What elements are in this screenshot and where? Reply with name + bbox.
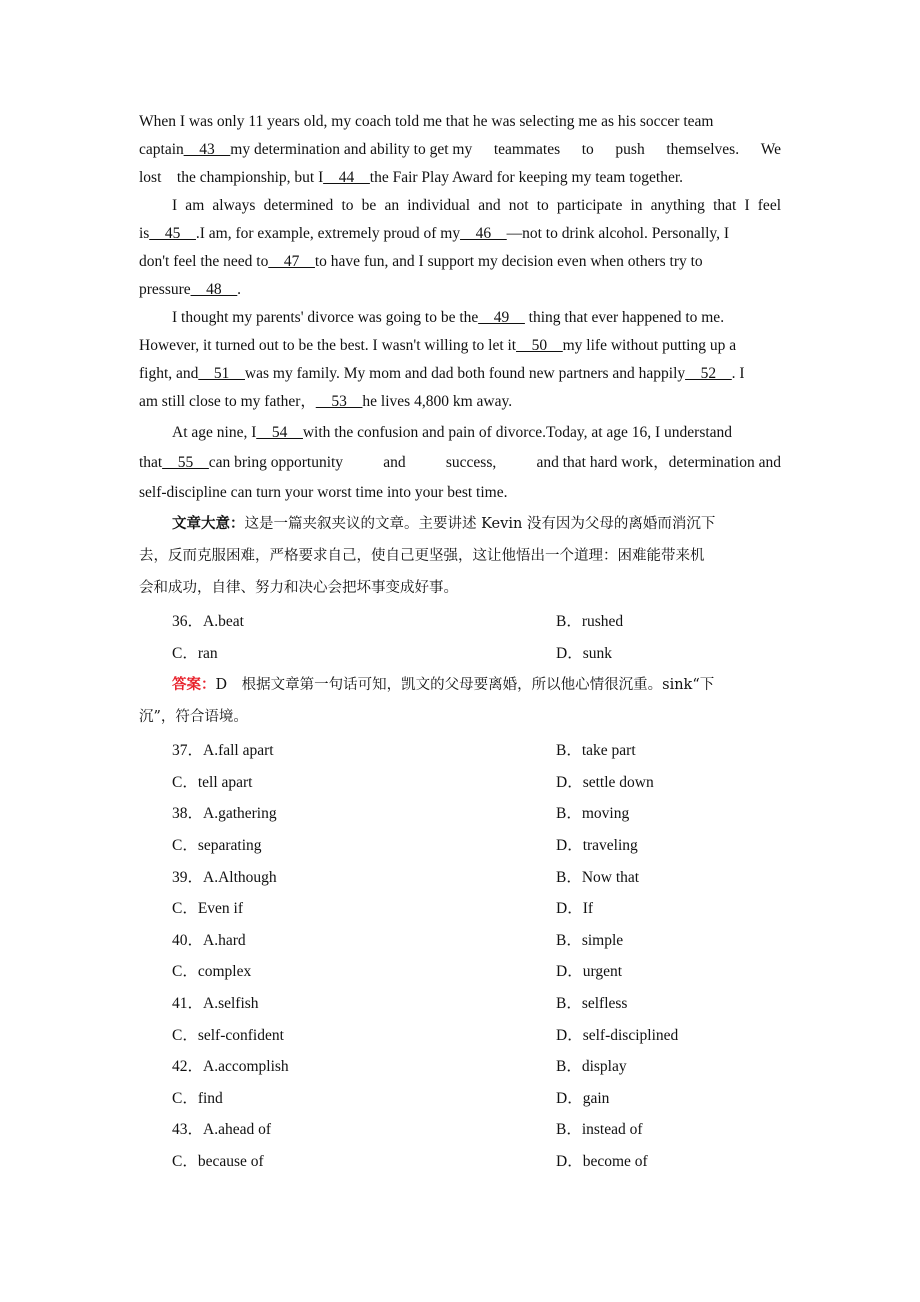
option-row — [139, 830, 781, 862]
text: am still close to my father， — [139, 393, 316, 410]
text: my life without putting up a — [562, 337, 737, 354]
option-d: D．sunk — [556, 644, 612, 662]
option-b: B．display — [556, 1058, 627, 1076]
answer-line — [139, 669, 781, 701]
option-d: D．traveling — [556, 836, 638, 854]
passage-line — [139, 136, 781, 164]
option-row — [139, 638, 781, 670]
option-a: 42．A.accomplish — [172, 1058, 289, 1076]
text: pressure — [139, 281, 191, 298]
text: my determination and ability to get my — [230, 141, 473, 158]
text: . I — [731, 365, 745, 382]
summary-label: 文章大意： — [172, 515, 245, 532]
blank-54: __54__ — [256, 424, 303, 441]
text: to — [581, 141, 594, 158]
passage-line — [139, 220, 781, 248]
option-d: D．become of — [556, 1152, 648, 1170]
option-c: C．self-confident — [172, 1026, 284, 1044]
summary-section — [139, 508, 781, 604]
option-b: B．take part — [556, 742, 636, 760]
option-c: C．ran — [172, 644, 218, 662]
text: —not to drink alcohol. Personally, I — [506, 225, 730, 242]
blank-50: __50__ — [516, 337, 563, 354]
passage-paragraph-4 — [139, 418, 781, 508]
option-row — [139, 893, 781, 925]
option-row — [139, 606, 781, 638]
option-row — [139, 988, 781, 1020]
text: the Fair Play Award for keeping my team together. — [369, 169, 684, 186]
option-b: B．rushed — [556, 613, 624, 630]
text: D 根据文章第一句话可知，凯文的父母要离婚，所以他心情很沉重。sink“下 — [215, 677, 715, 694]
text: At age nine, I — [172, 424, 257, 441]
text: don't feel the need to — [139, 253, 269, 270]
option-row — [139, 862, 781, 894]
text: success, — [445, 454, 497, 471]
option-c: C．tell apart — [172, 773, 253, 791]
page — [139, 108, 781, 1178]
option-row — [139, 735, 781, 767]
text: that — [139, 454, 163, 471]
option-row — [139, 1051, 781, 1083]
passage-line: When I was only 11 years old, my coach told me that he was selecting me as his soccer team — [139, 113, 714, 130]
passage-line — [139, 332, 781, 360]
option-d: D．self-disciplined — [556, 1026, 679, 1044]
text: . — [237, 281, 242, 298]
text: 这是一篇夹叙夹议的文章。主要讲述 Kevin 没有因为父母的离婚而消沉下 — [244, 516, 716, 532]
option-b: B．selfless — [556, 994, 628, 1012]
summary-line: 会和成功，自律、努力和决心会把坏事变成好事。 — [139, 580, 458, 596]
summary-line — [139, 508, 781, 540]
option-d: D．gain — [556, 1089, 610, 1107]
option-row — [139, 1020, 781, 1052]
answer-label: 答案： — [172, 676, 216, 694]
option-row — [139, 1083, 781, 1115]
option-a: 37．A.fall apart — [172, 742, 274, 760]
passage-line: I am always determined to be an individual and not to participate in anything that I feel — [172, 197, 781, 214]
option-row — [139, 767, 781, 799]
text: with the confusion and pain of divorce.Today, at age 16, I understand — [302, 424, 733, 441]
text: push — [615, 141, 645, 158]
option-row — [139, 1114, 781, 1146]
passage-line — [139, 304, 781, 332]
text: captain — [139, 141, 184, 158]
text: he lives 4,800 km away. — [362, 393, 513, 410]
option-d: D．If — [556, 900, 594, 918]
blank-51: __51__ — [198, 365, 245, 382]
text: teammates — [493, 141, 561, 158]
option-a: 41．A.selfish — [172, 994, 259, 1012]
text: the championship, but I — [176, 169, 324, 186]
passage-line — [139, 418, 781, 448]
text: can bring opportunity — [208, 454, 344, 471]
passage-line — [139, 448, 781, 478]
option-c: C．complex — [172, 963, 252, 981]
answer-line: 沉”，符合语境。 — [139, 709, 248, 726]
text: themselves. — [666, 141, 740, 158]
blank-44: __44__ — [323, 169, 370, 186]
question-36 — [139, 606, 781, 669]
blank-55: __55__ — [162, 454, 209, 471]
blank-46: __46__ — [460, 225, 507, 242]
option-c: C．find — [172, 1089, 223, 1107]
option-a: 40．A.hard — [172, 931, 246, 949]
blank-47: __47__ — [268, 253, 315, 270]
option-b: B．Now that — [556, 868, 640, 886]
blank-49: __49__ — [478, 309, 525, 326]
blank-48: __48__ — [190, 281, 238, 298]
text: We — [760, 141, 781, 158]
passage-line — [139, 388, 781, 416]
option-a: 38．A.gathering — [172, 805, 277, 823]
option-c: C．separating — [172, 836, 262, 854]
text: .I am, for example, extremely proud of my — [195, 225, 461, 242]
passage-paragraph-2 — [139, 192, 781, 304]
blank-45: __45__ — [149, 225, 196, 242]
option-row — [139, 925, 781, 957]
passage-paragraph-1 — [139, 108, 781, 192]
text: lost — [139, 169, 162, 186]
option-b: B．simple — [556, 931, 624, 949]
option-row — [139, 798, 781, 830]
option-c: C．because of — [172, 1152, 264, 1170]
blank-43: __43__ — [183, 141, 231, 158]
option-a: 43．A.ahead of — [172, 1121, 272, 1139]
passage-line: self-discipline can turn your worst time into your best time. — [139, 484, 508, 501]
option-row — [139, 1146, 781, 1178]
option-b: B．moving — [556, 805, 630, 823]
summary-line: 去，反而克服困难，严格要求自己，使自己更坚强，这让他悟出一个道理：困难能带来机 — [139, 548, 705, 564]
option-a: 36．A.beat — [172, 613, 244, 630]
option-row — [139, 956, 781, 988]
option-c: C．Even if — [172, 900, 244, 918]
question-list — [139, 735, 781, 1177]
text: and that hard work，determination and — [536, 454, 781, 471]
text: to have fun, and I support my decision even when others try to — [314, 253, 703, 270]
text: I thought my parents' divorce was going to be the — [172, 309, 479, 326]
blank-52: __52__ — [685, 365, 732, 382]
blank-53: __53__ — [315, 393, 363, 410]
option-d: D．settle down — [556, 773, 654, 791]
answer-section — [139, 669, 781, 733]
text: thing that ever happened to me. — [528, 309, 725, 326]
text: was my family. My mom and dad both found new partners and happily — [244, 365, 686, 382]
passage-paragraph-3 — [139, 304, 781, 416]
text: However, it turned out to be the best. I wasn't willing to let it — [139, 337, 517, 354]
text: fight, and — [139, 365, 199, 382]
passage-line — [139, 360, 781, 388]
passage-line — [139, 248, 781, 276]
text: is — [139, 225, 150, 242]
option-a: 39．A.Although — [172, 868, 277, 886]
text: and — [383, 454, 406, 471]
passage-line — [139, 276, 781, 304]
passage-line — [139, 164, 781, 192]
option-b: B．instead of — [556, 1121, 643, 1139]
option-d: D．urgent — [556, 963, 623, 981]
